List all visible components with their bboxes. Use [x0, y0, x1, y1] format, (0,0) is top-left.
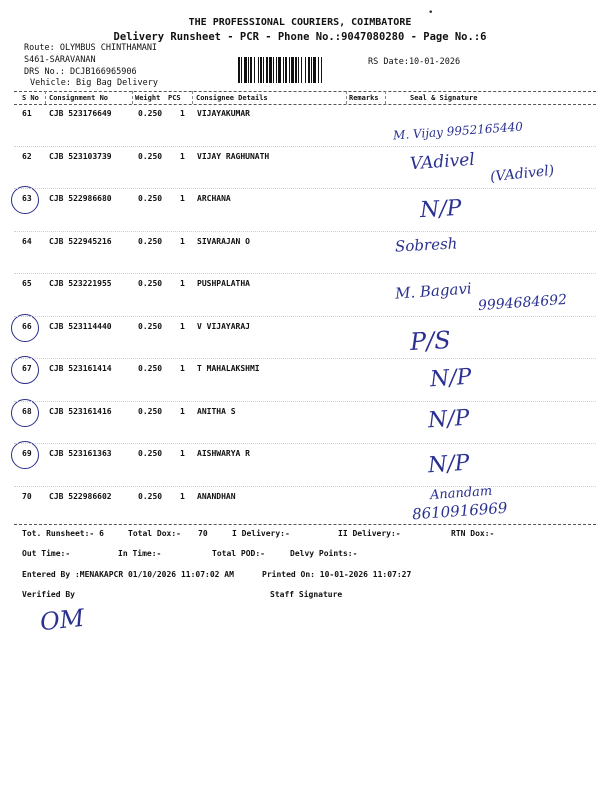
staff-signature-label: Staff Signature — [270, 590, 343, 599]
barcode-bar — [248, 57, 249, 83]
row-pcs: 1 — [180, 364, 185, 373]
drs-number: DRS No.: DCJB166965906 — [24, 67, 137, 77]
row-weight: 0.250 — [138, 449, 163, 458]
signature-row-64: Sobresh — [394, 234, 458, 256]
col-divider — [132, 91, 133, 104]
barcode-bar — [308, 57, 310, 83]
row-separator — [14, 273, 596, 274]
row-weight: 0.250 — [138, 109, 163, 118]
delvy-points: Delvy Points:- — [290, 549, 358, 558]
row-consignee: ARCHANA — [197, 194, 231, 203]
col-header-weight: Weight — [135, 94, 161, 102]
row-pcs: 1 — [180, 406, 185, 416]
ii-delivery: II Delivery:- — [338, 529, 401, 538]
entered-by: Entered By :MENAKAPCR 01/10/2026 11:07:02 AM — [22, 570, 234, 579]
row-separator — [14, 486, 596, 487]
row-separator — [14, 316, 596, 317]
row-consignee: ANITHA S — [197, 406, 236, 416]
verifier-signature: OM — [38, 603, 86, 637]
barcode-bar — [258, 57, 259, 83]
row-separator — [14, 401, 596, 402]
row-weight: 0.250 — [138, 236, 163, 246]
vehicle-label: Vehicle: Big Bag Delivery — [30, 78, 158, 88]
row-consignment-no: CJB 523176649 — [49, 109, 112, 118]
barcode — [238, 57, 366, 83]
barcode-bar — [298, 57, 299, 83]
signature-row-61: M. Vijay 9952165440 — [392, 119, 524, 143]
table-top-rule — [14, 91, 596, 92]
row-sno: 69 — [22, 449, 32, 458]
row-circle-mark — [11, 356, 39, 384]
row-consignment-no: CJB 523161363 — [49, 449, 112, 458]
row-pcs: 1 — [180, 491, 185, 501]
row-consignment-no: CJB 522986602 — [49, 491, 112, 501]
barcode-bar — [291, 57, 294, 83]
runsheet-subtitle: Delivery Runsheet - PCR - Phone No.:9047080280 - Page No.:6 — [113, 31, 487, 43]
col-header-remarks: Remarks — [349, 94, 379, 102]
col-header-signature: Seal & Signature — [410, 94, 478, 102]
col-divider — [192, 91, 193, 104]
signature-row-70: Anandam — [429, 483, 493, 504]
total-dox-label: Total Dox:- — [128, 529, 181, 538]
row-pcs: 1 — [180, 236, 185, 246]
row-separator — [14, 443, 596, 444]
out-time: Out Time:- — [22, 549, 71, 558]
row-sno: 70 — [22, 491, 32, 501]
row-consignment-no: CJB 523161414 — [49, 364, 112, 373]
barcode-bar — [318, 57, 319, 83]
row-circle-mark — [11, 314, 39, 342]
barcode-bar — [321, 57, 322, 83]
barcode-bar — [283, 57, 284, 83]
row-sno: 65 — [22, 279, 32, 288]
row-sno: 67 — [22, 364, 32, 373]
signature-row-62: VAdivel — [409, 149, 476, 175]
row-weight: 0.250 — [138, 364, 163, 373]
row-weight: 0.250 — [138, 321, 163, 331]
barcode-bar — [263, 57, 264, 83]
col-header-sno: S No — [22, 94, 39, 102]
row-sno: 68 — [22, 406, 32, 416]
col-divider — [45, 91, 46, 104]
rs-date: RS Date:10-01-2026 — [368, 57, 461, 67]
row-consignee: V VIJAYARAJ — [197, 321, 250, 331]
signature-row-62-alt: (VAdivel) — [489, 162, 555, 186]
row-consignee: ANANDHAN — [197, 491, 236, 501]
barcode-bar — [244, 57, 247, 83]
row-consignment-no: CJB 523221955 — [49, 279, 112, 288]
col-header-consignee: Consignee Details — [196, 94, 268, 102]
row-pcs: 1 — [180, 321, 185, 331]
signature-row-66: P/S — [409, 325, 452, 357]
barcode-bar — [305, 57, 306, 83]
barcode-bar — [269, 57, 272, 83]
signature-row-65: M. Bagavi — [394, 279, 473, 303]
barcode-bar — [273, 57, 274, 83]
row-separator — [14, 188, 596, 189]
row-weight: 0.250 — [138, 151, 163, 161]
row-consignment-no: CJB 523161416 — [49, 406, 112, 416]
col-header-consignment: Consignment No — [49, 94, 109, 102]
barcode-bar — [285, 57, 287, 83]
total-dox-value: 70 — [198, 529, 208, 538]
row-circle-mark — [11, 399, 39, 427]
mark-icon: • — [428, 8, 434, 18]
company-name: THE PROFESSIONAL COURIERS, COIMBATORE — [188, 17, 412, 28]
row-consignee: VIJAY RAGHUNATH — [197, 151, 270, 161]
i-delivery: I Delivery:- — [232, 529, 290, 538]
col-divider — [385, 91, 386, 104]
in-time: In Time:- — [118, 549, 162, 558]
row-sno: 64 — [22, 236, 32, 246]
row-weight: 0.250 — [138, 194, 163, 203]
barcode-bar — [289, 57, 290, 83]
row-separator — [14, 358, 596, 359]
row-consignee: T MAHALAKSHMI — [197, 364, 260, 373]
signature-row-65-phone: 9994684692 — [477, 291, 568, 315]
barcode-bar — [301, 57, 302, 83]
signature-row-70-phone: 8610916969 — [411, 498, 508, 524]
col-divider — [346, 91, 347, 104]
barcode-bar — [276, 57, 277, 83]
barcode-bar — [278, 57, 281, 83]
row-pcs: 1 — [180, 279, 185, 288]
row-circle-mark — [11, 186, 39, 214]
row-sno: 63 — [22, 194, 32, 203]
barcode-bar — [241, 57, 242, 83]
barcode-bar — [254, 57, 255, 83]
route-label: Route: OLYMBUS CHINTHAMANI — [24, 43, 158, 53]
barcode-bar — [250, 57, 252, 83]
row-separator — [14, 146, 596, 147]
signature-row-68: N/P — [427, 405, 471, 434]
row-separator — [14, 231, 596, 232]
row-pcs: 1 — [180, 151, 185, 161]
row-pcs: 1 — [180, 109, 185, 118]
row-consignee: PUSHPALATHA — [197, 279, 250, 288]
row-consignment-no: CJB 523114440 — [49, 321, 112, 331]
signature-row-67: N/P — [429, 364, 473, 393]
barcode-bar — [238, 57, 240, 83]
staff-label: S461-SARAVANAN — [24, 55, 96, 65]
row-sno: 66 — [22, 321, 32, 331]
row-consignment-no: CJB 522945216 — [49, 236, 112, 246]
printed-on: Printed On: 10-01-2026 11:07:27 — [262, 570, 412, 579]
row-consignee: SIVARAJAN O — [197, 236, 250, 246]
row-sno: 62 — [22, 151, 32, 161]
row-weight: 0.250 — [138, 406, 163, 416]
rtn-dox: RTN Dox:- — [451, 529, 495, 538]
signature-row-63: N/P — [419, 195, 463, 224]
barcode-bar — [266, 57, 268, 83]
table-header-rule — [14, 104, 596, 105]
row-sno: 61 — [22, 109, 32, 118]
row-consignee: AISHWARYA R — [197, 449, 250, 458]
row-pcs: 1 — [180, 449, 185, 458]
row-consignee: VIJAYAKUMAR — [197, 109, 250, 118]
table-bottom-rule — [14, 524, 596, 525]
row-consignment-no: CJB 523103739 — [49, 151, 112, 161]
barcode-bar — [311, 57, 312, 83]
row-circle-mark — [11, 441, 39, 469]
signature-row-69: N/P — [427, 450, 471, 479]
row-pcs: 1 — [180, 194, 185, 203]
verified-by-label: Verified By — [22, 590, 75, 599]
row-consignment-no: CJB 522986680 — [49, 194, 112, 203]
barcode-bar — [260, 57, 262, 83]
col-header-pcs: PCS — [168, 94, 181, 102]
total-pod: Total POD:- — [212, 549, 265, 558]
tot-runsheet: Tot. Runsheet:- 6 — [22, 529, 104, 538]
barcode-bar — [313, 57, 316, 83]
row-weight: 0.250 — [138, 491, 163, 501]
barcode-bar — [295, 57, 297, 83]
row-weight: 0.250 — [138, 279, 163, 288]
